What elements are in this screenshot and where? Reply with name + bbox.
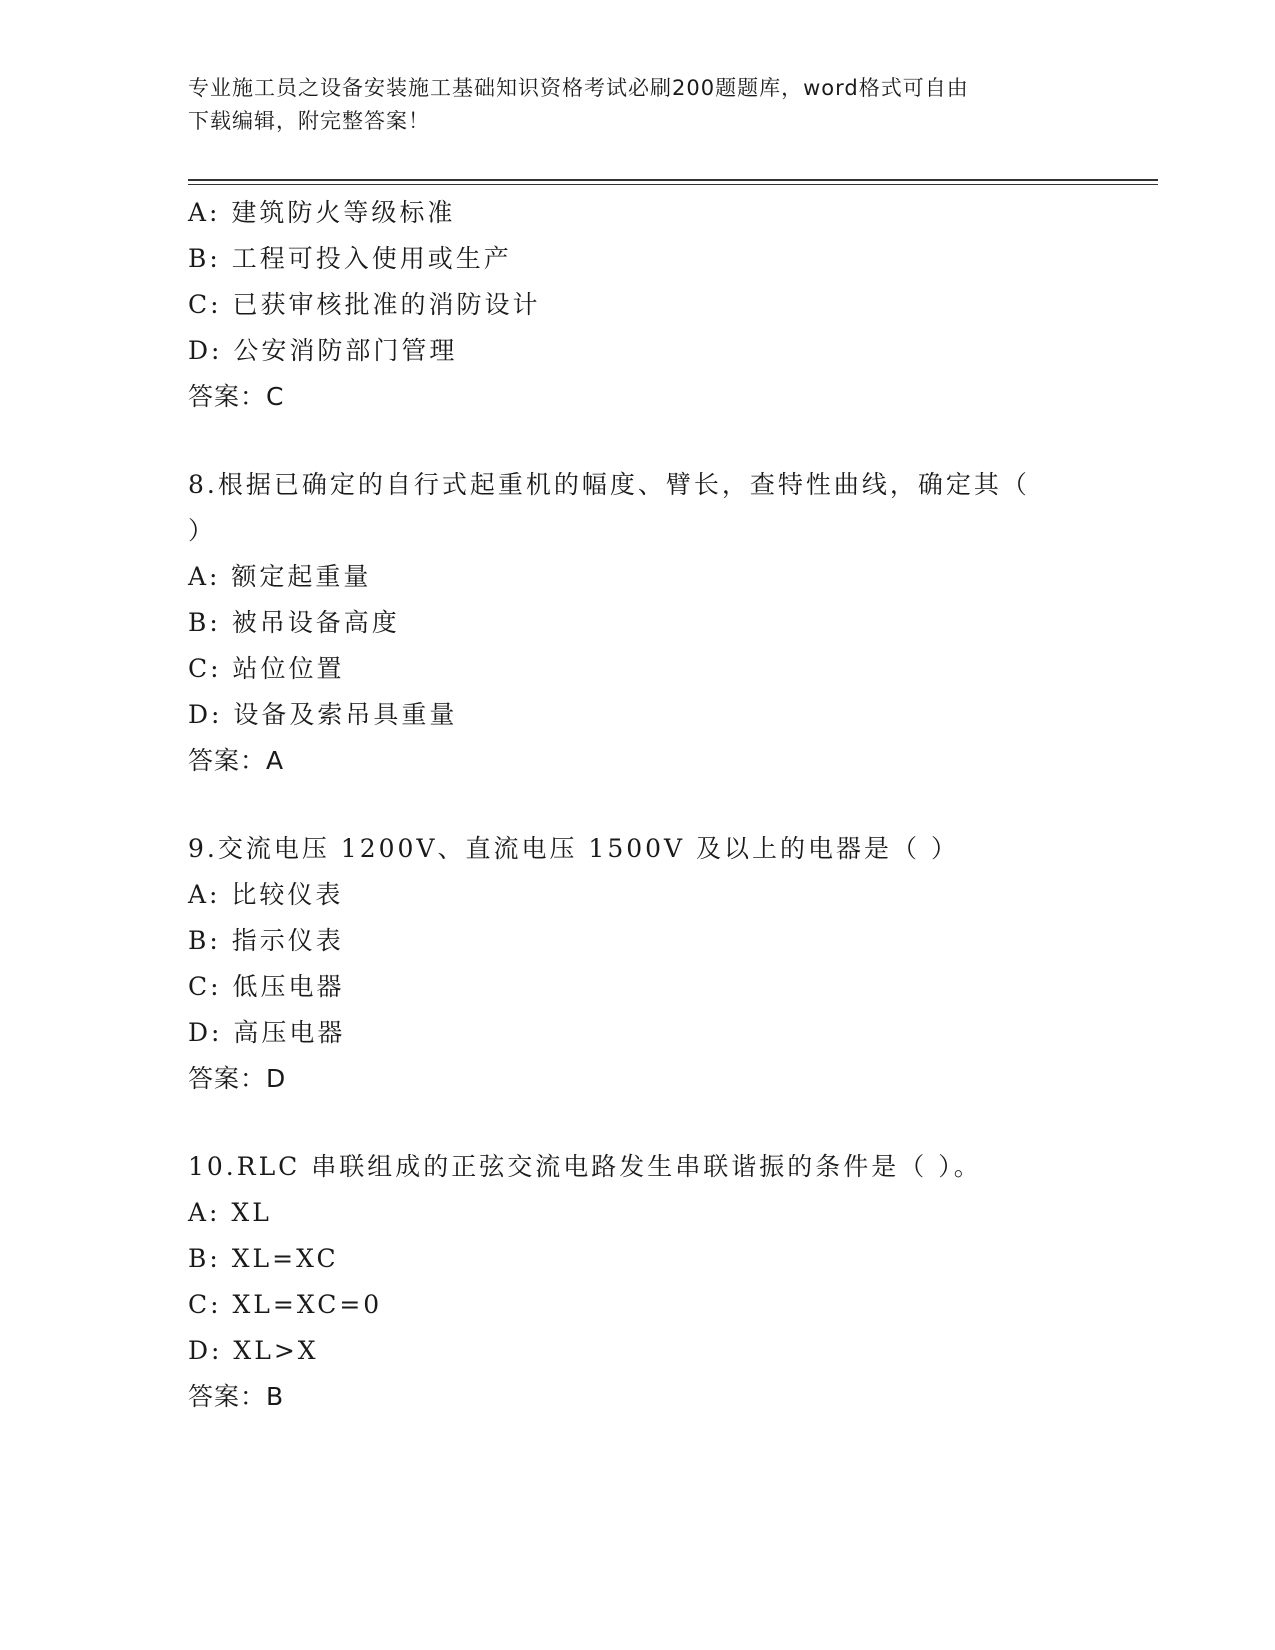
option-a: A: 比较仪表 — [188, 880, 344, 909]
document-header — [188, 72, 1068, 138]
option-b: B: 指示仪表 — [188, 926, 344, 955]
question-8-block — [188, 462, 1088, 784]
option-c: C: XL=XC=0 — [188, 1290, 383, 1319]
option-d: D: 高压电器 — [188, 1018, 346, 1047]
option-c: C: 低压电器 — [188, 972, 345, 1001]
option-a: A: 额定起重量 — [188, 562, 372, 591]
option-b: B: XL=XC — [188, 1244, 339, 1273]
answer: 答案：D — [188, 1064, 287, 1093]
answer: 答案：B — [188, 1382, 285, 1411]
question-list — [188, 190, 1088, 1420]
question-7-block — [188, 190, 1088, 420]
option-b: B: 被吊设备高度 — [188, 608, 400, 637]
question-text-continued: ） — [188, 516, 217, 545]
header-divider — [188, 179, 1158, 181]
option-d: D: 公安消防部门管理 — [188, 336, 458, 365]
option-d: D: XL>X — [188, 1336, 319, 1365]
option-c: C: 已获审核批准的消防设计 — [188, 290, 541, 319]
question-text: 8.根据已确定的自行式起重机的幅度、臂长，查特性曲线，确定其（ — [188, 470, 1030, 499]
header-line-2: 下载编辑，附完整答案！ — [188, 109, 430, 133]
option-a: A: 建筑防火等级标准 — [188, 198, 456, 227]
header-divider-thin — [188, 184, 1158, 185]
header-line-1: 专业施工员之设备安装施工基础知识资格考试必刷200题题库，word格式可自由 — [188, 76, 969, 100]
option-c: C: 站位位置 — [188, 654, 345, 683]
answer: 答案：A — [188, 746, 285, 775]
option-b: B: 工程可投入使用或生产 — [188, 244, 512, 273]
question-text: 9.交流电压 1200V、直流电压 1500V 及以上的电器是（ ） — [188, 834, 959, 863]
question-9-block — [188, 826, 1088, 1102]
option-d: D: 设备及索吊具重量 — [188, 700, 458, 729]
question-text: 10.RLC 串联组成的正弦交流电路发生串联谐振的条件是（ ）。 — [188, 1152, 982, 1181]
option-a: A: XL — [188, 1198, 272, 1227]
question-10-block — [188, 1144, 1088, 1420]
answer: 答案：C — [188, 382, 285, 411]
